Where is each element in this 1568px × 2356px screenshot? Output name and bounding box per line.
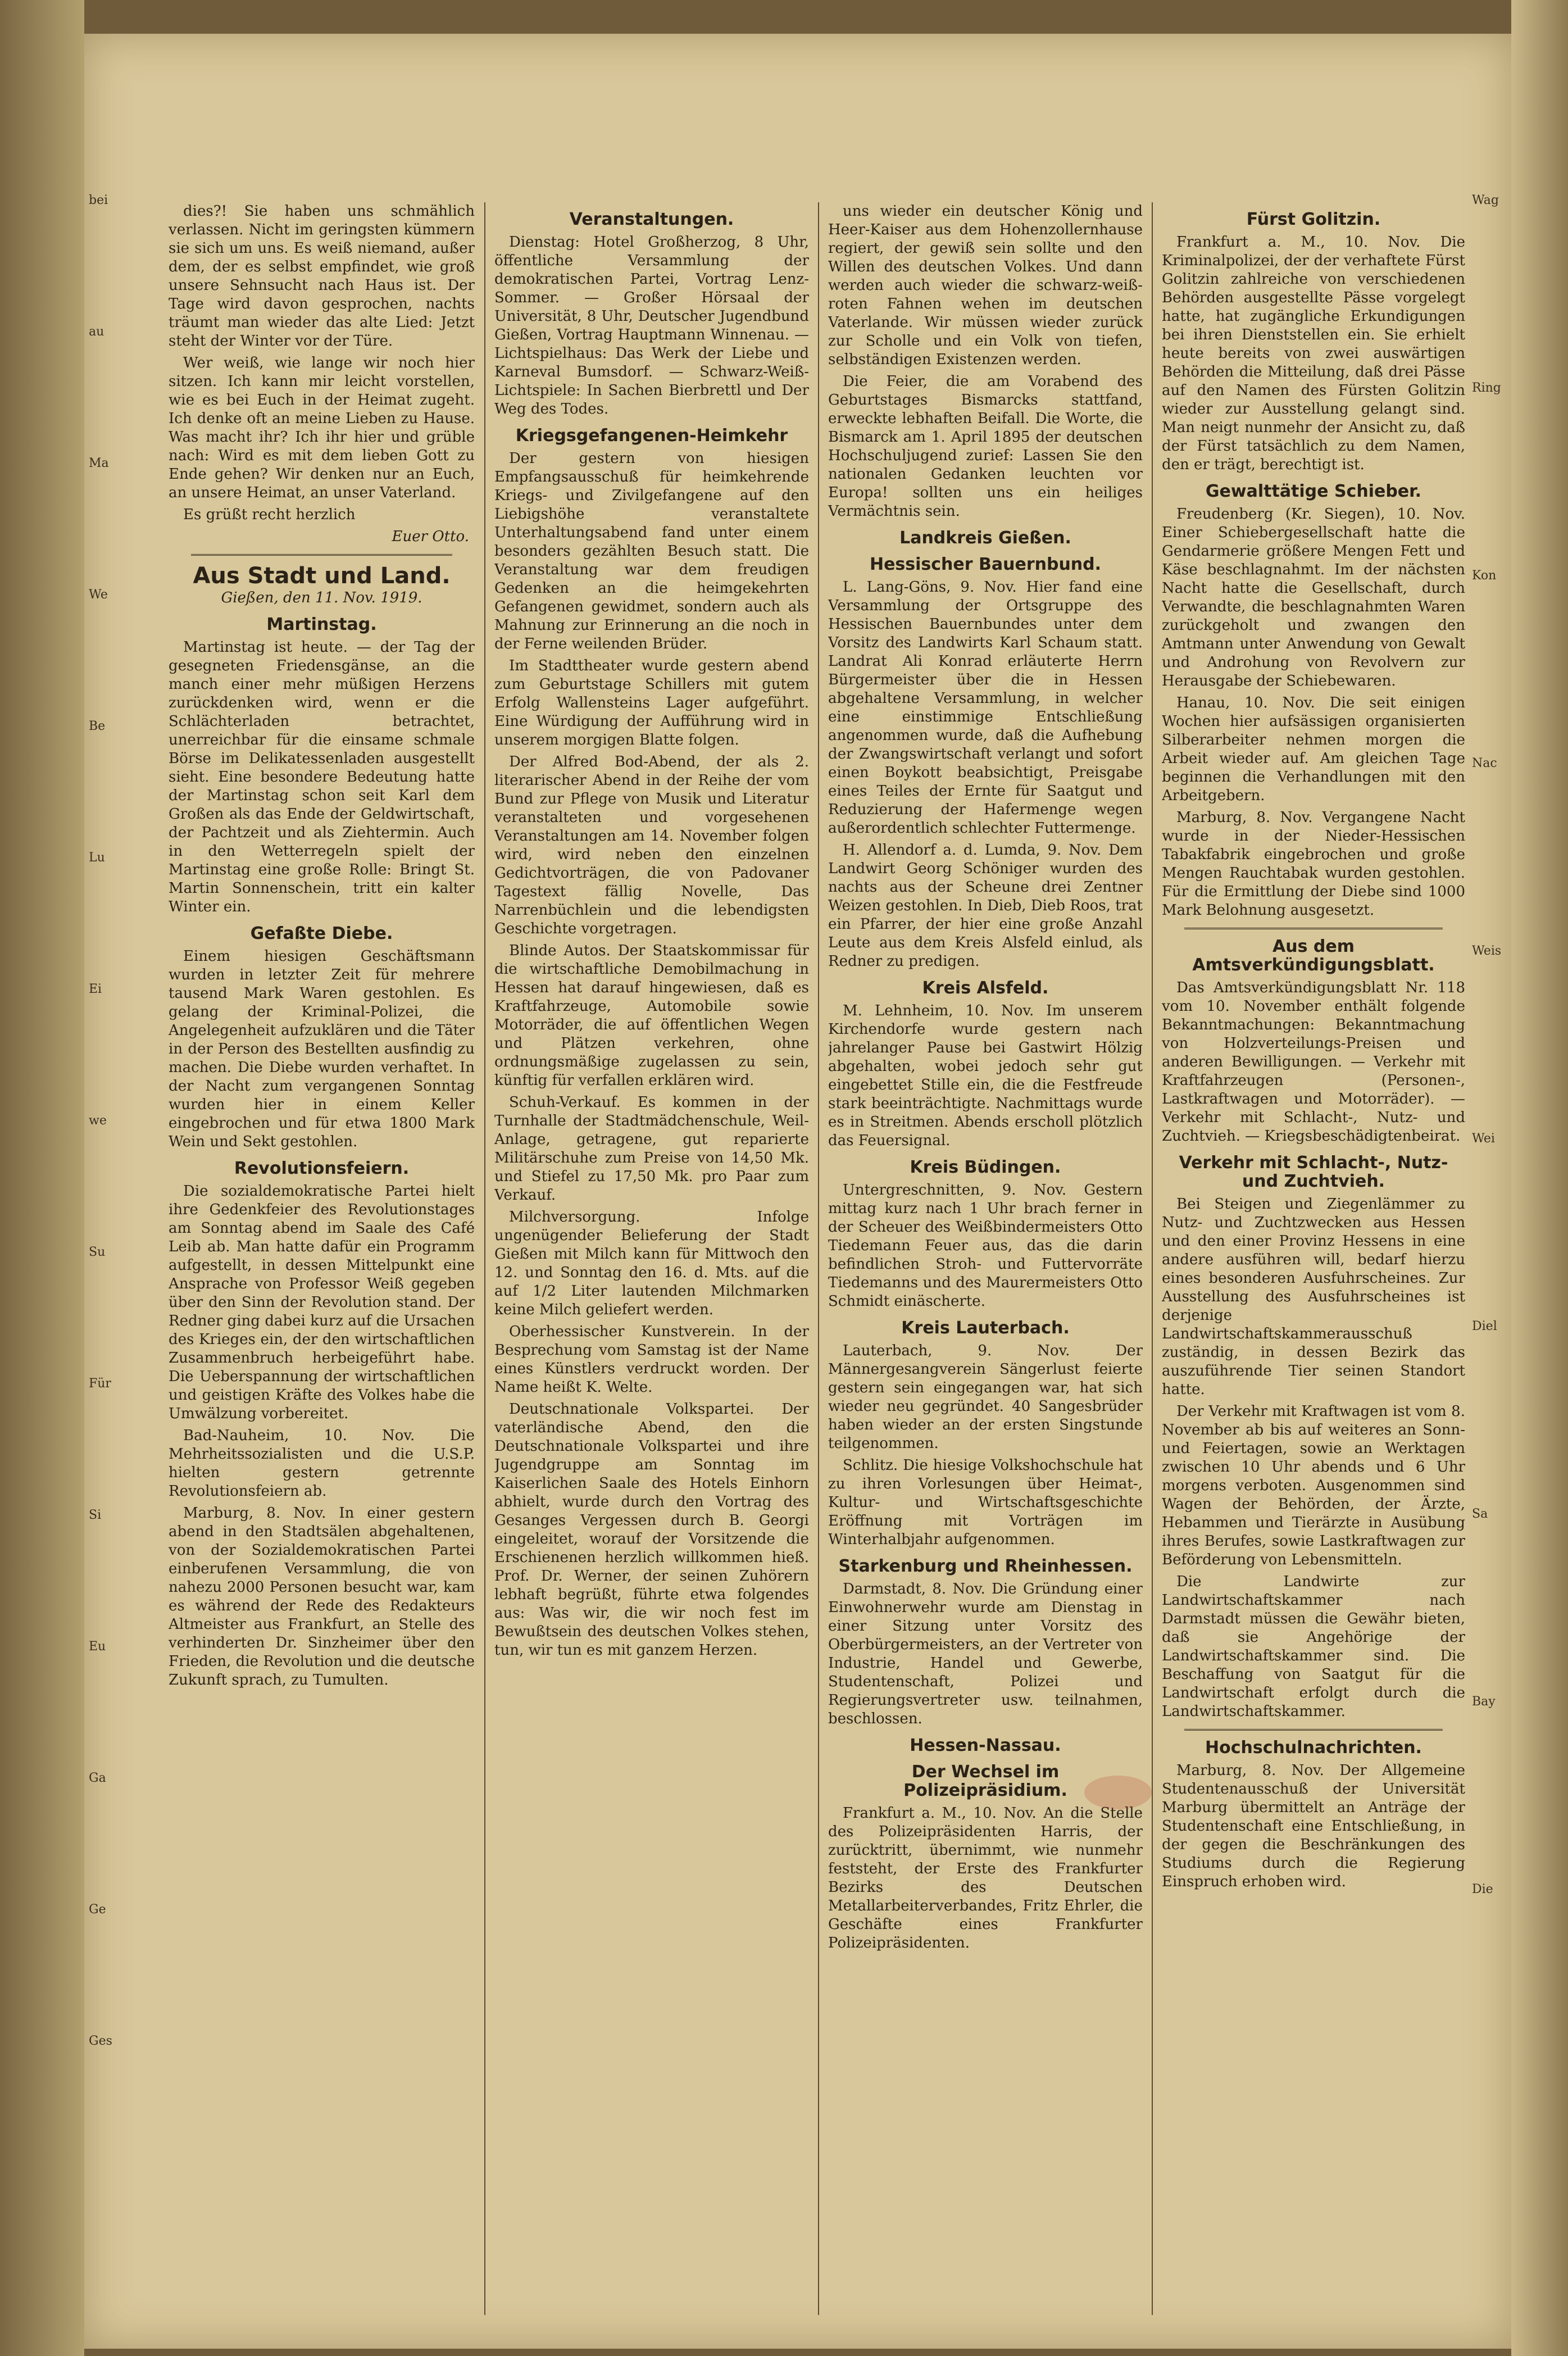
article-diebe: Einem hiesigen Geschäftsmann wurden in letzter Zeit für mehrere tausend Mark Waren gestohlen. Es gelang der Kriminal-Polizei, die Angelegenheit aufzuklären und die Täter in der Person des Bestellten ausfindig zu machen. Die Diebe wurden verhaftet. In der Nacht zum vergangenen Sonntag wurden hier in einem Keller eingebrochen und für etwa 1800 Mark Wein und Sekt gestohlen. (169, 948, 475, 1150)
heading-revolutionsfeiern: Revolutionsfeiern. (234, 1159, 410, 1178)
margin-fragment: Ei (89, 982, 102, 996)
article-bad-nauheim: Bad-Nauheim, 10. Nov. Die Mehrheitssozialisten und die U.S.P. hielten gestern getrennte Revolutionsfeiern ab. (169, 1427, 475, 1500)
margin-fragment: bei (89, 193, 108, 207)
column-1 (169, 202, 475, 2326)
article-martinstag: Martinstag ist heute. — der Tag der gesegneten Friedensgänse, an die manch einer mehr müßigen Herzens zurückdenken wird, wenn er die Schlächterladen betrachtet, unerreichbar für die einsame schmale Börse im Delikatessenladen ausgestellt sieht. Eine besondere Bedeutung hatte der Martinstag schon seit Karl dem Großen als das Ende der Geldwirtschaft, der Pachtzeit und als Ziehtermin. Auch in den Wetterregeln spielt der Martinstag eine große Rolle: Bringt St. Martin Sonnenschein, tritt ein kalter Winter ein. (169, 639, 475, 915)
article-allendorf: H. Allendorf a. d. Lumda, 9. Nov. Dem Landwirt Georg Schöniger wurden des nachts aus der Scheune drei Zentner Weizen gestohlen. In Dieb, Dieb Roos, trat ein Pfarrer, der hier eine große Anzahl Leute aus dem Kreis Alsfeld einlud, als Redner zu predigen. (828, 842, 1143, 970)
margin-fragment: Ga (89, 1771, 106, 1785)
heading-landkreis-giessen: Landkreis Gießen. (899, 528, 1071, 548)
article-milch: Milchversorgung. Infolge ungenügender Belieferung der Stadt Gießen mit Milch kann für Mittwoch den 12. und Sonntag den 16. d. Mts. auf die auf 1/2 Liter lautenden Milchmarken keine Milch geliefert werden. (494, 1209, 809, 1318)
heading-amtsblatt: Aus dem Amtsverkündigungsblatt. (1192, 937, 1435, 975)
article-autos: Blinde Autos. Der Staatskommissar für die wirtschaftliche Demobilmachung in Hessen hat darauf hingewiesen, daß es Kraftfahrzeuge, Automobile sowie Motorräder, die auf öffentlichen Wegen und Plätzen verkehren, ohne ordnungsmäßige zugelassen zu sein, künftig für verfallen erklären wird. (494, 942, 809, 1089)
column-4 (1162, 202, 1465, 2326)
letter-signature: Euer Otto. (392, 528, 469, 545)
article-stadttheater: Im Stadttheater wurde gestern abend zum Geburtstage Schillers mit gutem Erfolg Wallensteins Lager aufgeführt. Eine Würdigung der Aufführung wird in unserem morgigen Blatte folgen. (494, 657, 809, 748)
heading-kreis-buedingen: Kreis Büdingen. (910, 1157, 1061, 1177)
article-schuh: Schuh-Verkauf. Es kommen in der Turnhalle der Stadtmädchenschule, Weil-Anlage, getragene, gut reparierte Militärschuhe zum Preise von 14,50 Mk. und Stiefel zu 17,50 Mk. pro Paar zum Verkauf. (494, 1094, 809, 1204)
margin-fragment: Die (1472, 1882, 1493, 1896)
article-viehverkehr: Bei Steigen und Ziegenlämmer zu Nutz- und Zuchtzwecken aus Hessen und den einer Provinz Hessens in eine andere ausführen will, bedarf hierzu eines besonderen Ausfuhrscheines. Zur Ausstellung des Ausfuhrscheines ist derjenige Landwirtschaftskammerausschuß zuständig, in dessen Bezirk das auszuführende Tier seinen Standort hatte. (1162, 1196, 1465, 1398)
article-darmstadt: Darmstadt, 8. Nov. Die Gründung einer Einwohnerwehr wurde am Dienstag in einer Sitzung unter Vorsitz des Oberbürgermeisters, an der Vertreter von Industrie, Handel und Gewerbe, Studentenschaft, Polizei und Regierungsvertreter usw. teilnahmen, beschlossen. (828, 1581, 1143, 1727)
article-continued: uns wieder ein deutscher König und Heer-Kaiser aus dem Hohenzollernhause regiert, der gewiß sein sollte und den Willen des deutschen Volkes. Und dann werden auch wieder die schwarz-weiß-roten Fahnen wehen im deutschen Vaterlande. Wir müssen wieder zurück zur Scholle und ein Volk von tiefen, selbständigen Existenzen werden. (828, 203, 1143, 368)
article-veranstaltungen: Dienstag: Hotel Großherzog, 8 Uhr, öffentliche Versammlung der demokratischen Partei, Vortrag Lenz-Sommer. — Großer Hörsaal der Universität, 8 Uhr, Deutscher Jugendbund Gießen, Vortrag Hauptmann Winnenau. — Lichtspielhaus: Das Werk der Liebe und Karneval Bumsdorf. — Schwarz-Weiß-Lichtspiele: In Sachen Bierbrettl und Der Weg des Todes. (494, 234, 809, 417)
margin-fragment: Weis (1472, 944, 1502, 958)
margin-fragment: Kon (1472, 569, 1497, 583)
section-divider (1184, 928, 1443, 929)
letter-greeting: Es grüßt recht herzlich (183, 506, 356, 523)
article-kraftwagen: Der Verkehr mit Kraftwagen ist vom 8. November ab bis auf weiteres an Sonn- und Feiertagen, sowie an Werktagen zwischen 10 Uhr abends und 6 Uhr morgens verboten. Ausgenommen sind Wagen der Behörden, der Ärzte, Hebammen und Tierärzte in Ausübung ihres Berufes, sowie Lastkraftwagen zur Beförderung von Lebensmitteln. (1162, 1403, 1465, 1568)
heading-hessen-nassau: Hessen-Nassau. (910, 1736, 1061, 1755)
heading-schieber: Gewalttätige Schieber. (1205, 482, 1422, 501)
article-bod-abend: Der Alfred Bod-Abend, der als 2. literarischer Abend in der Reihe der vom Bund zur Pflege von Musik und Literatur veranstalteten und vorgesehenen Veranstaltungen am 14. November folgen wird, wird neben den einzelnen Gedichtvorträgen, die von Padovaner Tagestext fällig Novelle, Das Narrenbüchlein und die lebendigsten Geschichte vorgetragen. (494, 753, 809, 937)
margin-fragment: Ges (89, 2034, 112, 2048)
column-rule (1152, 202, 1153, 2315)
heading-martinstag: Martinstag. (266, 615, 377, 634)
article-hochschul: Marburg, 8. Nov. Der Allgemeine Studentenausschuß der Universität Marburg übermittelt an Anträge der Studentenschaft eine Entschließung, in der gegen die Beschränkungen des Studiums durch die Regierung Einspruch erhoben wird. (1162, 1762, 1465, 1890)
column-2 (494, 202, 809, 2326)
article-lauterbach: Lauterbach, 9. Nov. Der Männergesangverein Sängerlust feierte gestern sein eingegangen war, hat sich wieder neu gegründet. 40 Sangesbrüder haben wieder an der ersten Singstunde teilgenommen. (828, 1342, 1143, 1452)
letter-intro: dies?! Sie haben uns schmählich verlassen. Nicht im geringsten kümmern sie sich um uns. Es weiß niemand, außer dem, der es selbst empfindet, wie groß unsere Sehnsucht nach Haus ist. Der Tage wird davon gesprochen, nachts träumt man wieder das alte Lied: Jetzt steht der Winter vor der Türe. (169, 203, 475, 349)
margin-fragment: Für (89, 1377, 111, 1391)
article-schlitz: Schlitz. Die hiesige Volkshochschule hat zu ihren Vorlesungen über Heimat-, Kultur- und Wirtschaftsgeschichte Eröffnung mit Vorträgen im Winterhalbjahr aufgenommen. (828, 1457, 1143, 1548)
article-buedingen: Untergreschnitten, 9. Nov. Gestern mittag kurz nach 1 Uhr brach ferner in der Scheuer des Weißbindermeisters Otto Tiedemann Feuer aus, das die darin befindlichen Stroh- und Futtervorräte Tiedemanns und des Maurermeisters Otto Schmidt einäscherte. (828, 1182, 1143, 1310)
heading-heimkehr: Kriegsgefangenen-Heimkehr (515, 426, 788, 446)
margin-fragment: Wei (1472, 1132, 1495, 1146)
margin-fragment: Bay (1472, 1695, 1496, 1709)
heading-golitzin: Fürst Golitzin. (1246, 210, 1381, 229)
section-divider (191, 554, 452, 556)
margin-fragment: au (89, 325, 104, 339)
heading-starkenburg: Starkenburg und Rheinhessen. (838, 1556, 1133, 1576)
column-rule (818, 202, 819, 2315)
article-hanau: Hanau, 10. Nov. Die seit einigen Wochen hier aufsässigen organisierten Silberarbeiter nehmen morgen die Arbeit wieder auf. Am gleichen Tage beginnen die Verhandlungen mit den Arbeitgebern. (1162, 694, 1465, 804)
margin-fragment: Eu (89, 1640, 106, 1654)
article-lehnheim: M. Lehnheim, 10. Nov. Im unserem Kirchendorfe wurde gestern nach jahrelanger Pause bei Gastwirt Hölzig abgehalten, wobei jedoch sehr gut eingebettet Stille ein, die die Festfreude stark beeinträchtigte. Nachmittags wurde es in Streitmen. Abends erscholl plötzlich das Feuersignal. (828, 1002, 1143, 1149)
margin-fragment: Wag (1472, 193, 1499, 207)
article-marburg-tabak: Marburg, 8. Nov. Vergangene Nacht wurde in der Nieder-Hessischen Tabakfabrik eingebrochen und große Mengen Rauchtabak wurden gestohlen. Für die Ermittlung der Diebe sind 1000 Mark Belohnung ausgesetzt. (1162, 809, 1465, 919)
binding-edge (0, 0, 84, 2356)
article-schieber: Freudenberg (Kr. Siegen), 10. Nov. Einer Schiebergesellschaft hatte die Gendarmerie größere Mengen Fett und Käse beschlagnahmt. Im der nächsten Nacht hatte die Gesellschaft, durch Verwandte, die beschlagnahmten Waren zurückgeholt und zwangen den Amtmann unter Anwendung von Gewalt und Androhung von Revolvern zur Herausgabe der Schiebewaren. (1162, 506, 1465, 689)
ink-stain (1084, 1776, 1152, 1809)
section-divider (1184, 1729, 1443, 1731)
newspaper-page (84, 34, 1511, 2349)
dateline: Gießen, den 11. Nov. 1919. (221, 589, 422, 606)
margin-fragment: Ring (1472, 381, 1501, 395)
heading-kreis-alsfeld: Kreis Alsfeld. (922, 978, 1049, 998)
margin-fragment: Be (89, 719, 106, 733)
article-golitzin: Frankfurt a. M., 10. Nov. Die Kriminalpolizei, der der verhaftete Fürst Golitzin zahlreiche von verschiedenen Behörden ausgestellte Pässe vorgelegt hatte, hat zugängliche Erkundigungen bei ihren Dienststellen ein. Sie erhielt heute bereits von zwei auswärtigen Behörden die Mitteilung, daß drei Pässe auf den Namen des Fürsten Golitzin wieder zur Ausstellung gelangt sind. Man neigt nunmehr der Ansicht zu, daß der Fürst tatsächlich zu dem Namen, den er trägt, berechtigt ist. (1162, 234, 1465, 473)
article-revolutionsfeiern: Die sozialdemokratische Partei hielt ihre Gedenkfeier des Revolutionstages am Sonntag abend im Saale des Café Leib ab. Man hatte dafür ein Programm aufgestellt, in dessen Mittelpunkt eine Ansprache von Professor Weiß gegeben über den Sinn der Revolution stand. Der Redner ging dabei kurz auf die Ursachen des Krieges ein, der den wirtschaftlichen Zusammenbruch herbeigeführt habe. Die Ueberspannung der wirtschaftlichen und geistigen Kräfte des Volkes habe die Umwälzung vorbereitet. (169, 1183, 475, 1422)
article-marburg: Marburg, 8. Nov. In einer gestern abend in den Stadtsälen abgehaltenen, von der Sozialdemokratischen Partei einberufenen Versammlung, die von nahezu 2000 Personen besucht war, kam es während der Rede des Redakteurs Altmeister aus Frankfurt, an Stelle des verhinderten Dr. Sinzheimer über den Frieden, die Revolution und die deutsche Zukunft sprach, zu Tumulten. (169, 1505, 475, 1688)
margin-fragment: Sa (1472, 1507, 1488, 1521)
left-margin-fragments (89, 191, 122, 2163)
heading-veranstaltungen: Veranstaltungen. (569, 210, 734, 229)
article-amtsblatt: Das Amtsverkündigungsblatt Nr. 118 vom 10. November enthält folgende Bekanntmachungen: Bekanntmachung von Holzverteilungs-Preisen und anderen Bewilligungen. — Verkehr mit Kraftfahrzeugen (Personen-, Lastkraftwagen und Motorräder). — Verkehr mit Schlacht-, Nutz- und Zuchtvieh. — Kriegsbeschädigtenbeirat. (1162, 979, 1465, 1145)
article-kunstverein: Oberhessischer Kunstverein. In der Besprechung vom Samstag ist der Name eines Künstlers verdruckt worden. Der Name heißt K. Welte. (494, 1323, 809, 1396)
article-heimkehr: Der gestern von hiesigen Empfangsausschuß für heimkehrende Kriegs- und Zivilgefangene auf den Liebigshöhe veranstaltete Unterhaltungsabend fand unter einem besonders gezählten Besuch statt. Die Veranstaltung war dem freudigen Gedenken an die heimgekehrten Gefangenen gewidmet, sondern auch als Mahnung zur Erinnerung an die noch in der Ferne weilenden Brüder. (494, 450, 809, 652)
margin-fragment: Ge (89, 1903, 106, 1917)
margin-fragment: We (89, 588, 108, 602)
margin-fragment: Si (89, 1508, 102, 1522)
column-rule (484, 202, 485, 2315)
margin-fragment: Diel (1472, 1319, 1497, 1333)
margin-fragment: Su (89, 1245, 106, 1259)
article-dnvp: Deutschnationale Volkspartei. Der vaterländische Abend, den die Deutschnationale Volkspartei und ihre Jugendgruppe am Sonntag im Kaiserlichen Saale des Hotels Einhorn abhielt, wurde durch den Vortrag des Gesanges Vergessen durch B. Georgi eingeleitet, worauf der Vorsitzende die Erschienenen herzlich willkommen hieß. Prof. Dr. Werner, der seinen Zuhörern lebhaft begrüßt, führte etwa folgendes aus: Was wir, die wir noch fest im Bewußtsein des deutschen Volkes stehen, tun, wir tun es mit ganzem Herzen. (494, 1401, 809, 1659)
article-bismarck: Die Feier, die am Vorabend des Geburtstages Bismarcks stattfand, erweckte lebhaften Beifall. Die Worte, die Bismarck am 1. April 1895 der deutschen Hochschuljugend zurief: Lassen Sie den nationalen Gedanken leuchten vor Europa! sollten uns ein heiliges Vermächtnis sein. (828, 373, 1143, 520)
adjacent-page-edge (1511, 0, 1568, 2356)
article-landwirte: Die Landwirte zur Landwirtschaftskammer nach Darmstadt müssen die Gewähr bieten, daß sie Angehörige der Landwirtschaftskammer sind. Die Beschaffung von Saatgut für die Landwirtschaft erfolgt durch die Landwirtschaftskammer. (1162, 1573, 1465, 1720)
section-title-local-news: Aus Stadt und Land. (193, 563, 451, 589)
margin-fragment: we (89, 1114, 107, 1128)
margin-fragment: Lu (89, 851, 105, 865)
heading-polizeipraesidium: Der Wechsel im Polizeipräsidium. (903, 1762, 1067, 1800)
letter-body: Wer weiß, wie lange wir noch hier sitzen. Ich kann mir leicht vorstellen, wie es bei Euch in der Heimat zugeht. Ich denke oft an meine Lieben zu Hause. Was macht ihr? Ich ihr hier und grüble nach: Wird es mit dem lieben Gott zu Ende gehen? Wir denken nur an Euch, an unsere Heimat, an unser Vaterland. (169, 355, 475, 501)
margin-fragment: Ma (89, 456, 109, 470)
heading-bauernbund: Hessischer Bauernbund. (869, 555, 1102, 574)
column-3 (828, 202, 1143, 2326)
heading-hochschul: Hochschulnachrichten. (1205, 1738, 1422, 1758)
margin-fragment: Nac (1472, 756, 1497, 770)
article-bauernbund: L. Lang-Göns, 9. Nov. Hier fand eine Versammlung der Ortsgruppe des Hessischen Bauernbundes unter dem Vorsitz des Landwirts Karl Schaum statt. Landrat Ali Konrad erläuterte Herrn Bürgermeister über die in Hessen abgehaltene Versammlung, in welcher eine einstimmige Entschließung angenommen wurde, daß die Aufhebung der Zwangswirtschaft verlangt und sofort einen Boykott beabsichtigt, Preisgabe eines Teiles der Ernte für Saatgut und Reduzierung der Hafermenge wegen außerordentlich schlechter Futtermenge. (828, 579, 1143, 837)
heading-viehverkehr: Verkehr mit Schlacht-, Nutz- und Zuchtvieh. (1179, 1153, 1448, 1191)
right-margin-fragments (1472, 191, 1511, 2068)
article-polizeipraesidium: Frankfurt a. M., 10. Nov. An die Stelle des Polizeipräsidenten Harris, der zurücktritt, übernimmt, wie nunmehr feststeht, der Erste des Frankfurter Bezirks des Deutschen Metallarbeiterverbandes, Fritz Ehrler, die Geschäfte eines Frankfurter Polizeipräsidenten. (828, 1805, 1143, 1951)
heading-diebe: Gefaßte Diebe. (250, 924, 393, 943)
heading-kreis-lauterbach: Kreis Lauterbach. (901, 1318, 1070, 1338)
